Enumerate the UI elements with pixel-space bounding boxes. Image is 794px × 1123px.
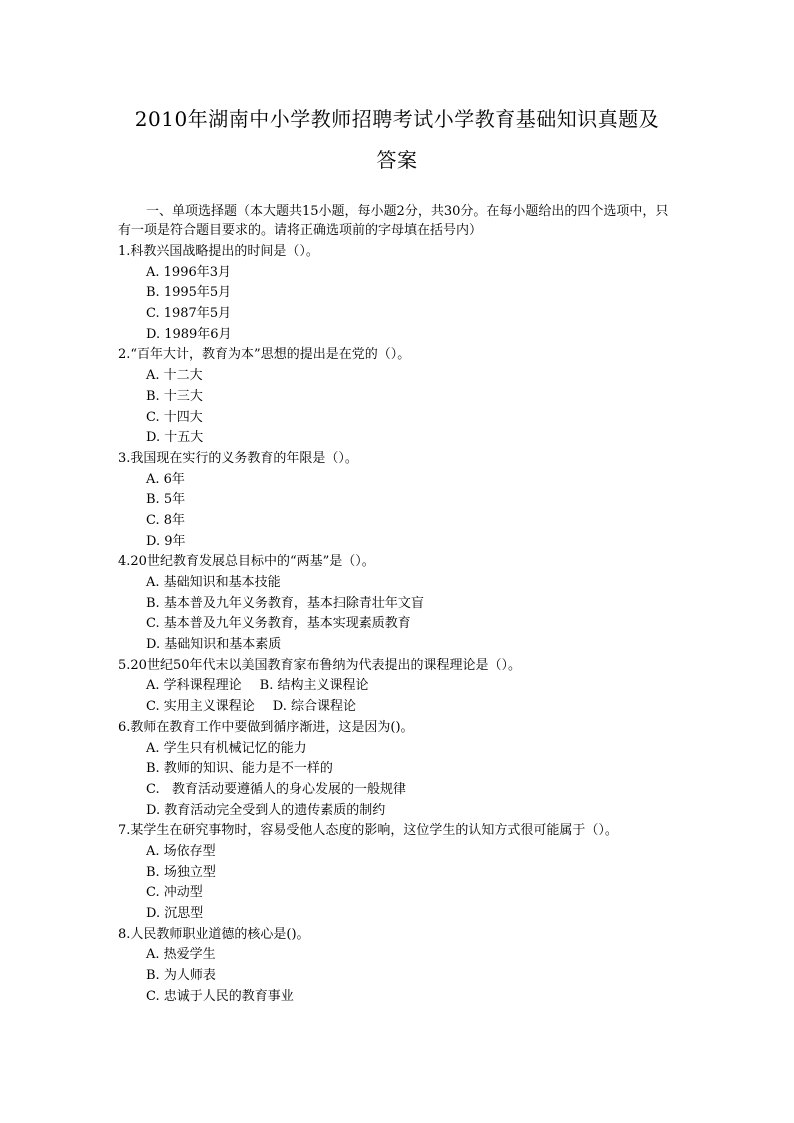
question-7 bbox=[118, 821, 698, 924]
question-stem: 6.教师在教育工作中要做到循序渐进，这是因为()。 bbox=[118, 719, 414, 735]
question-stem: 1.科教兴国战略提出的时间是（）。 bbox=[118, 244, 319, 259]
option-d: D. 1989年6月 bbox=[146, 326, 232, 342]
document-title-line1: 2010年湖南中小学教师招聘考试小学教育基础知识真题及 bbox=[134, 107, 660, 131]
question-6 bbox=[118, 718, 698, 821]
question-stem: 3.我国现在实行的义务教育的年限是（）。 bbox=[118, 450, 358, 466]
option-b: B. 5年 bbox=[146, 492, 186, 508]
question-stem: 7.某学生在研究事物时，容易受他人态度的影响，这位学生的认知方式很可能属于（）。 bbox=[118, 823, 618, 839]
option-a: A. 学科课程理论 bbox=[146, 678, 242, 694]
option-b: B. 基本普及九年义务教育，基本扫除青壮年文盲 bbox=[146, 595, 424, 611]
option-c: C. 教育活动要遵循人的身心发展的一般规律 bbox=[146, 781, 407, 797]
option-d: D. 教育活动完全受到人的遗传素质的制约 bbox=[146, 802, 386, 818]
option-a: A. 6年 bbox=[146, 471, 185, 487]
option-c: C. 忠诚于人民的教育事业 bbox=[146, 988, 294, 1004]
option-b: B. 十三大 bbox=[146, 388, 203, 404]
question-stem: 4.20世纪教育发展总目标中的“两基”是（）。 bbox=[118, 554, 375, 570]
option-a: A. 十二大 bbox=[146, 368, 203, 384]
option-b: B. 为人师表 bbox=[146, 968, 216, 984]
question-2 bbox=[118, 345, 698, 448]
option-d: D. 9年 bbox=[146, 533, 186, 549]
question-4 bbox=[118, 552, 698, 655]
option-b: B. 结构主义课程论 bbox=[259, 678, 369, 694]
question-stem: 8.人民教师职业道德的核心是()。 bbox=[118, 926, 310, 942]
option-a: A. 1996年3月 bbox=[146, 264, 232, 280]
option-b: B. 教师的知识、能力是不一样的 bbox=[146, 761, 333, 777]
option-d: D. 沉思型 bbox=[146, 906, 204, 921]
option-d: D. 十五大 bbox=[146, 430, 204, 446]
option-d: D. 基础知识和基本素质 bbox=[146, 637, 282, 653]
option-row-2 bbox=[118, 697, 698, 718]
option-a: A. 基础知识和基本技能 bbox=[146, 575, 281, 590]
option-c: C. 冲动型 bbox=[146, 885, 203, 901]
question-1 bbox=[118, 242, 698, 345]
question-stem: 2.“百年大计，教育为本”思想的提出是在党的（）。 bbox=[118, 347, 411, 363]
question-list bbox=[118, 242, 698, 1007]
option-a: A. 学生只有机械记忆的能力 bbox=[146, 740, 307, 756]
option-b: B. 场独立型 bbox=[146, 864, 216, 880]
section-intro: 一、单项选择题（本大题共15小题，每小题2分，共30分。在每小题给出的四个选项中，只有一项是符合题目要求的。请将正确选项前的字母填在括号内） bbox=[118, 204, 669, 238]
option-row-1 bbox=[118, 676, 698, 697]
option-a: A. 场依存型 bbox=[146, 843, 216, 859]
question-5 bbox=[118, 656, 698, 718]
question-8 bbox=[118, 925, 698, 1008]
question-3 bbox=[118, 449, 698, 552]
question-stem: 5.20世纪50年代末以美国教育家布鲁纳为代表提出的课程理论是（）。 bbox=[118, 657, 521, 673]
option-b: B. 1995年5月 bbox=[146, 285, 232, 301]
document-title-line2: 答案 bbox=[376, 148, 418, 172]
option-a: A. 热爱学生 bbox=[146, 947, 216, 963]
option-c: C. 基本普及九年义务教育，基本实现素质教育 bbox=[146, 616, 411, 632]
option-c: C. 十四大 bbox=[146, 409, 203, 425]
option-c: C. 实用主义课程论 bbox=[146, 699, 255, 715]
option-c: C. 1987年5月 bbox=[146, 306, 232, 322]
option-d: D. 综合课程论 bbox=[272, 699, 356, 715]
option-c: C. 8年 bbox=[146, 512, 186, 528]
